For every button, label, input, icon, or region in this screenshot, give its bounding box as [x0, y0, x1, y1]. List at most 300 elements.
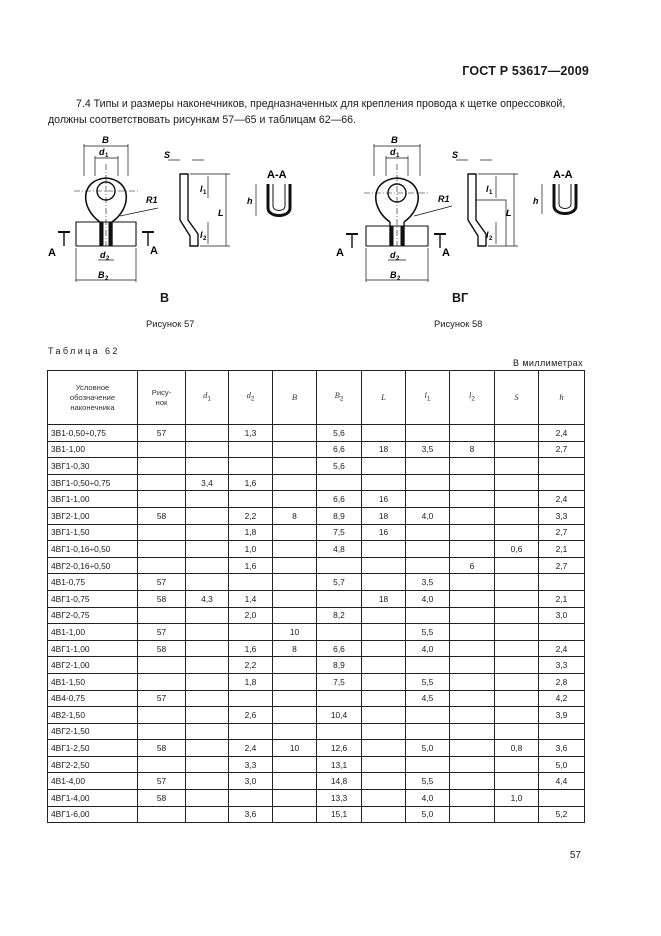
figure-57-drawing: [40, 136, 310, 308]
cell-L: [362, 673, 406, 690]
cell-B: [273, 756, 317, 773]
dim-l1: l: [486, 184, 489, 194]
cell-L: [362, 723, 406, 740]
cell-l1: [406, 425, 450, 442]
cell-l2: [450, 690, 495, 707]
cell-L: [362, 474, 406, 491]
table-row: [48, 740, 585, 757]
cell-B: [273, 723, 317, 740]
dim-L: L: [506, 208, 512, 218]
table-row: [48, 541, 585, 558]
cell-d2: 1,6: [229, 640, 273, 657]
cell-h: [539, 574, 585, 591]
cell-l1: [406, 723, 450, 740]
cell-B: [273, 607, 317, 624]
cell-figure: [138, 657, 186, 674]
cell-B: [273, 557, 317, 574]
cell-d1: [186, 541, 229, 558]
cell-B2: 4,8: [317, 541, 362, 558]
col-header-figure: Рису- нок: [138, 371, 186, 425]
col-header-d1: $d_1$: [186, 371, 229, 425]
figure-57-caption: Рисунок 57: [146, 318, 195, 329]
cell-B: [273, 657, 317, 674]
cell-d1: [186, 640, 229, 657]
cell-S: [495, 690, 539, 707]
spec-table: [47, 370, 585, 823]
cell-L: [362, 707, 406, 724]
cell-designation: 4В4-0,75: [48, 690, 138, 707]
cell-figure: [138, 458, 186, 475]
cell-l2: [450, 574, 495, 591]
table-row: [48, 474, 585, 491]
cell-L: [362, 806, 406, 823]
cell-d1: [186, 458, 229, 475]
cell-h: 2,4: [539, 491, 585, 508]
cell-d1: [186, 607, 229, 624]
cell-designation: 4ВГ1-0,75: [48, 590, 138, 607]
cell-figure: [138, 756, 186, 773]
cell-l1: 5,0: [406, 740, 450, 757]
dim-B: B: [102, 136, 109, 146]
cell-l2: 8: [450, 441, 495, 458]
cell-d1: [186, 756, 229, 773]
cell-d2: [229, 790, 273, 807]
cell-S: [495, 474, 539, 491]
cell-figure: [138, 557, 186, 574]
dim-d1-sub: 1: [396, 153, 400, 159]
cell-d2: 1,8: [229, 524, 273, 541]
cell-B2: [317, 624, 362, 641]
cell-designation: 4ВГ2-2,50: [48, 756, 138, 773]
cell-B: [273, 773, 317, 790]
cell-d2: 1,0: [229, 541, 273, 558]
cell-designation: 4ВГ1-2,50: [48, 740, 138, 757]
cell-figure: 57: [138, 574, 186, 591]
cell-d1: [186, 441, 229, 458]
dim-d1: d: [390, 147, 396, 157]
cell-d2: 1,6: [229, 474, 273, 491]
standard-header: ГОСТ Р 53617—2009: [462, 64, 589, 78]
cell-l2: [450, 458, 495, 475]
dim-B2: B: [98, 270, 105, 280]
dim-R1: R1: [146, 195, 158, 205]
cell-B: [273, 790, 317, 807]
dim-L: L: [218, 208, 224, 218]
cell-designation: 4ВГ1-4,00: [48, 790, 138, 807]
section-mark-right: A: [442, 247, 450, 259]
cell-S: 1,0: [495, 790, 539, 807]
dim-R1: R1: [438, 194, 450, 204]
cell-designation: 4ВГ2-1,50: [48, 723, 138, 740]
cell-figure: [138, 707, 186, 724]
cell-B2: 13,1: [317, 756, 362, 773]
cell-h: 2,4: [539, 640, 585, 657]
cell-B: 8: [273, 507, 317, 524]
table-row: [48, 673, 585, 690]
cell-d1: [186, 624, 229, 641]
dim-l1-sub: 1: [489, 190, 493, 196]
cell-B2: 5,6: [317, 458, 362, 475]
table-row: [48, 607, 585, 624]
figure-57-type: В: [160, 291, 170, 305]
cell-figure: [138, 524, 186, 541]
table-row: [48, 790, 585, 807]
cell-d1: [186, 557, 229, 574]
col-header-S: S: [495, 371, 539, 425]
cell-d2: 1,4: [229, 590, 273, 607]
col-header-B2: $B_2$: [317, 371, 362, 425]
cell-h: 3,6: [539, 740, 585, 757]
table-row: [48, 425, 585, 442]
cell-d1: [186, 574, 229, 591]
cell-B2: 8,2: [317, 607, 362, 624]
cell-figure: 58: [138, 740, 186, 757]
table-row: [48, 524, 585, 541]
cell-d2: 1,6: [229, 557, 273, 574]
cell-l1: [406, 657, 450, 674]
cell-d2: [229, 441, 273, 458]
cell-l1: 4,0: [406, 590, 450, 607]
dim-l2: l: [486, 230, 489, 240]
cell-S: [495, 507, 539, 524]
cell-d2: 2,0: [229, 607, 273, 624]
cell-d1: [186, 690, 229, 707]
cell-S: [495, 756, 539, 773]
dim-l1: l: [200, 184, 203, 194]
cell-h: 2,8: [539, 673, 585, 690]
cell-d1: 4,3: [186, 590, 229, 607]
cell-figure: 57: [138, 690, 186, 707]
cell-B: [273, 673, 317, 690]
cell-S: [495, 707, 539, 724]
cell-S: 0,8: [495, 740, 539, 757]
cell-L: [362, 773, 406, 790]
table-row: [48, 491, 585, 508]
cell-h: 5,2: [539, 806, 585, 823]
cell-S: [495, 624, 539, 641]
cell-l2: [450, 790, 495, 807]
dim-h: h: [533, 196, 539, 206]
cell-l2: [450, 524, 495, 541]
table-row: [48, 773, 585, 790]
cell-d1: [186, 524, 229, 541]
cell-d2: [229, 491, 273, 508]
cell-d2: [229, 624, 273, 641]
cell-B: [273, 491, 317, 508]
cell-B: [273, 690, 317, 707]
cell-l1: [406, 557, 450, 574]
table-header-row: [48, 371, 585, 425]
cell-B2: [317, 474, 362, 491]
cell-figure: [138, 474, 186, 491]
cell-designation: 3ВГ1-0,30: [48, 458, 138, 475]
cell-S: [495, 657, 539, 674]
cell-h: [539, 474, 585, 491]
cell-designation: 3ВГ1-1,00: [48, 491, 138, 508]
figure-58-drawing: [336, 136, 596, 308]
cell-figure: [138, 541, 186, 558]
page-number: 57: [569, 850, 581, 861]
cell-l1: 5,0: [406, 806, 450, 823]
dim-d2: d: [100, 250, 106, 260]
cell-l1: 5,5: [406, 624, 450, 641]
cell-designation: 3В1-0,50÷0,75: [48, 425, 138, 442]
cell-d2: 3,3: [229, 756, 273, 773]
cell-figure: [138, 441, 186, 458]
section-label: A-A: [267, 169, 287, 181]
cell-B2: [317, 557, 362, 574]
cell-d2: [229, 723, 273, 740]
cell-l1: [406, 707, 450, 724]
cell-l2: [450, 773, 495, 790]
cell-l2: [450, 756, 495, 773]
dim-B: B: [391, 136, 398, 146]
cell-d2: 3,6: [229, 806, 273, 823]
col-header-l2: $l_2$: [450, 371, 495, 425]
cell-B: 10: [273, 624, 317, 641]
cell-B2: 15,1: [317, 806, 362, 823]
cell-B: [273, 707, 317, 724]
cell-d1: [186, 806, 229, 823]
dim-d1: d: [99, 147, 105, 157]
dim-d2-sub: 2: [396, 256, 400, 262]
cell-designation: 4В1-0,75: [48, 574, 138, 591]
dim-l1-sub: 1: [203, 190, 207, 196]
table-row: [48, 624, 585, 641]
cell-d2: 2,6: [229, 707, 273, 724]
cell-figure: 57: [138, 425, 186, 442]
table-row: [48, 756, 585, 773]
cell-B: [273, 458, 317, 475]
cell-S: [495, 574, 539, 591]
cell-B2: [317, 723, 362, 740]
cell-h: 4,2: [539, 690, 585, 707]
cell-l1: 4,0: [406, 790, 450, 807]
dim-S: S: [452, 150, 459, 160]
cell-L: [362, 790, 406, 807]
cell-B: [273, 574, 317, 591]
cell-B2: 6,6: [317, 491, 362, 508]
cell-S: [495, 723, 539, 740]
cell-B2: 5,7: [317, 574, 362, 591]
cell-l1: 5,5: [406, 773, 450, 790]
cell-designation: 4В1-1,00: [48, 624, 138, 641]
cell-h: 2,7: [539, 524, 585, 541]
cell-figure: 57: [138, 624, 186, 641]
cell-d1: [186, 707, 229, 724]
figure-58-type: ВГ: [452, 291, 469, 305]
cell-h: [539, 624, 585, 641]
cell-l2: [450, 607, 495, 624]
cell-h: 3,9: [539, 707, 585, 724]
cell-d2: [229, 574, 273, 591]
cell-designation: 4В1-1,50: [48, 673, 138, 690]
cell-L: 16: [362, 524, 406, 541]
cell-h: 2,1: [539, 590, 585, 607]
cell-l2: [450, 740, 495, 757]
cell-l1: [406, 458, 450, 475]
cell-l1: 4,0: [406, 507, 450, 524]
cell-B2: 8,9: [317, 507, 362, 524]
cell-h: 3,3: [539, 507, 585, 524]
cell-L: [362, 425, 406, 442]
cell-L: 18: [362, 590, 406, 607]
cell-l2: [450, 806, 495, 823]
cell-l1: 4,0: [406, 640, 450, 657]
cell-d1: [186, 723, 229, 740]
cell-B2: 7,5: [317, 673, 362, 690]
cell-d2: 2,4: [229, 740, 273, 757]
cell-S: [495, 524, 539, 541]
cell-d2: 1,3: [229, 425, 273, 442]
cell-d1: 3,4: [186, 474, 229, 491]
dim-d2-sub: 2: [106, 256, 110, 262]
cell-l2: [450, 507, 495, 524]
table-caption: Таблица 62: [48, 346, 120, 356]
cell-l1: [406, 524, 450, 541]
dim-l2: l: [200, 230, 203, 240]
cell-l2: [450, 657, 495, 674]
cell-B2: 12,6: [317, 740, 362, 757]
cell-l1: 5,5: [406, 673, 450, 690]
cell-S: 0,6: [495, 541, 539, 558]
cell-L: 18: [362, 441, 406, 458]
cell-B2: 8,9: [317, 657, 362, 674]
cell-B: [273, 541, 317, 558]
cell-L: [362, 607, 406, 624]
cell-h: [539, 790, 585, 807]
table-row: [48, 441, 585, 458]
cell-B: 8: [273, 640, 317, 657]
table-row: [48, 806, 585, 823]
cell-h: 3,0: [539, 607, 585, 624]
dim-h: h: [247, 196, 253, 206]
cell-l2: [450, 707, 495, 724]
cell-l1: 4,5: [406, 690, 450, 707]
cell-l1: 3,5: [406, 441, 450, 458]
cell-d1: [186, 425, 229, 442]
cell-designation: 3ВГ2-1,00: [48, 507, 138, 524]
cell-L: 16: [362, 491, 406, 508]
cell-h: 2,1: [539, 541, 585, 558]
cell-h: 4,4: [539, 773, 585, 790]
cell-L: 18: [362, 507, 406, 524]
cell-S: [495, 590, 539, 607]
col-header-designation: Условное обозначение наконечника: [48, 371, 138, 425]
cell-L: [362, 541, 406, 558]
cell-B: [273, 474, 317, 491]
cell-d2: 1,8: [229, 673, 273, 690]
cell-S: [495, 607, 539, 624]
dim-S: S: [164, 150, 171, 160]
cell-d2: 2,2: [229, 507, 273, 524]
cell-L: [362, 690, 406, 707]
cell-l2: [450, 640, 495, 657]
cell-h: 2,7: [539, 557, 585, 574]
table-units: В миллиметрах: [513, 358, 583, 368]
intro-paragraph: 7.4 Типы и размеры наконечников, предназначенных для крепления провода к щетке опрессовкой, должны соответствовать рисункам 57—65 и таблицам 62—66.: [48, 98, 566, 126]
cell-designation: 4ВГ2-0,75: [48, 607, 138, 624]
cell-h: 2,4: [539, 425, 585, 442]
cell-L: [362, 657, 406, 674]
cell-h: [539, 458, 585, 475]
cell-L: [362, 740, 406, 757]
cell-designation: 3ВГ1-1,50: [48, 524, 138, 541]
figure-58-caption: Рисунок 58: [434, 318, 483, 329]
cell-B: [273, 524, 317, 541]
cell-l1: [406, 474, 450, 491]
table-row: [48, 507, 585, 524]
cell-S: [495, 441, 539, 458]
cell-l2: [450, 590, 495, 607]
col-header-l1: $l_1$: [406, 371, 450, 425]
cell-h: 2,7: [539, 441, 585, 458]
cell-S: [495, 557, 539, 574]
cell-B2: 10,4: [317, 707, 362, 724]
table-row: [48, 723, 585, 740]
cell-designation: 4ВГ2-0,16÷0,50: [48, 557, 138, 574]
cell-L: [362, 557, 406, 574]
cell-h: [539, 723, 585, 740]
table-row: [48, 640, 585, 657]
cell-L: [362, 640, 406, 657]
table-row: [48, 458, 585, 475]
cell-designation: 4ВГ1-1,00: [48, 640, 138, 657]
section-label: A-A: [553, 169, 573, 181]
cell-l2: [450, 491, 495, 508]
dim-d2: d: [390, 250, 396, 260]
col-header-L: L: [362, 371, 406, 425]
cell-B: [273, 441, 317, 458]
cell-l1: 3,5: [406, 574, 450, 591]
cell-figure: [138, 491, 186, 508]
section-mark-left: A: [48, 247, 56, 259]
cell-l1: [406, 756, 450, 773]
cell-B2: 7,5: [317, 524, 362, 541]
cell-figure: 58: [138, 790, 186, 807]
cell-d1: [186, 657, 229, 674]
cell-l2: [450, 624, 495, 641]
cell-designation: 4ВГ1-0,16÷0,50: [48, 541, 138, 558]
cell-d1: [186, 790, 229, 807]
cell-B: 10: [273, 740, 317, 757]
cell-h: 3,3: [539, 657, 585, 674]
dim-l2-sub: 2: [489, 236, 493, 242]
cell-B2: [317, 590, 362, 607]
cell-figure: [138, 723, 186, 740]
cell-d1: [186, 507, 229, 524]
cell-designation: 4ВГ2-1,00: [48, 657, 138, 674]
cell-figure: 58: [138, 507, 186, 524]
cell-l2: 6: [450, 557, 495, 574]
cell-l2: [450, 723, 495, 740]
cell-d2: [229, 458, 273, 475]
cell-S: [495, 806, 539, 823]
cell-d1: [186, 491, 229, 508]
dim-d1-sub: 1: [105, 153, 109, 159]
cell-l2: [450, 425, 495, 442]
cell-designation: 3ВГ1-0,50÷0,75: [48, 474, 138, 491]
table-row: [48, 690, 585, 707]
col-header-B: B: [273, 371, 317, 425]
cell-d1: [186, 773, 229, 790]
cell-d2: 3,0: [229, 773, 273, 790]
cell-B: [273, 806, 317, 823]
section-mark-right: A: [150, 245, 158, 257]
cell-d1: [186, 673, 229, 690]
dim-l2-sub: 2: [203, 236, 207, 242]
cell-designation: 3В1-1,00: [48, 441, 138, 458]
